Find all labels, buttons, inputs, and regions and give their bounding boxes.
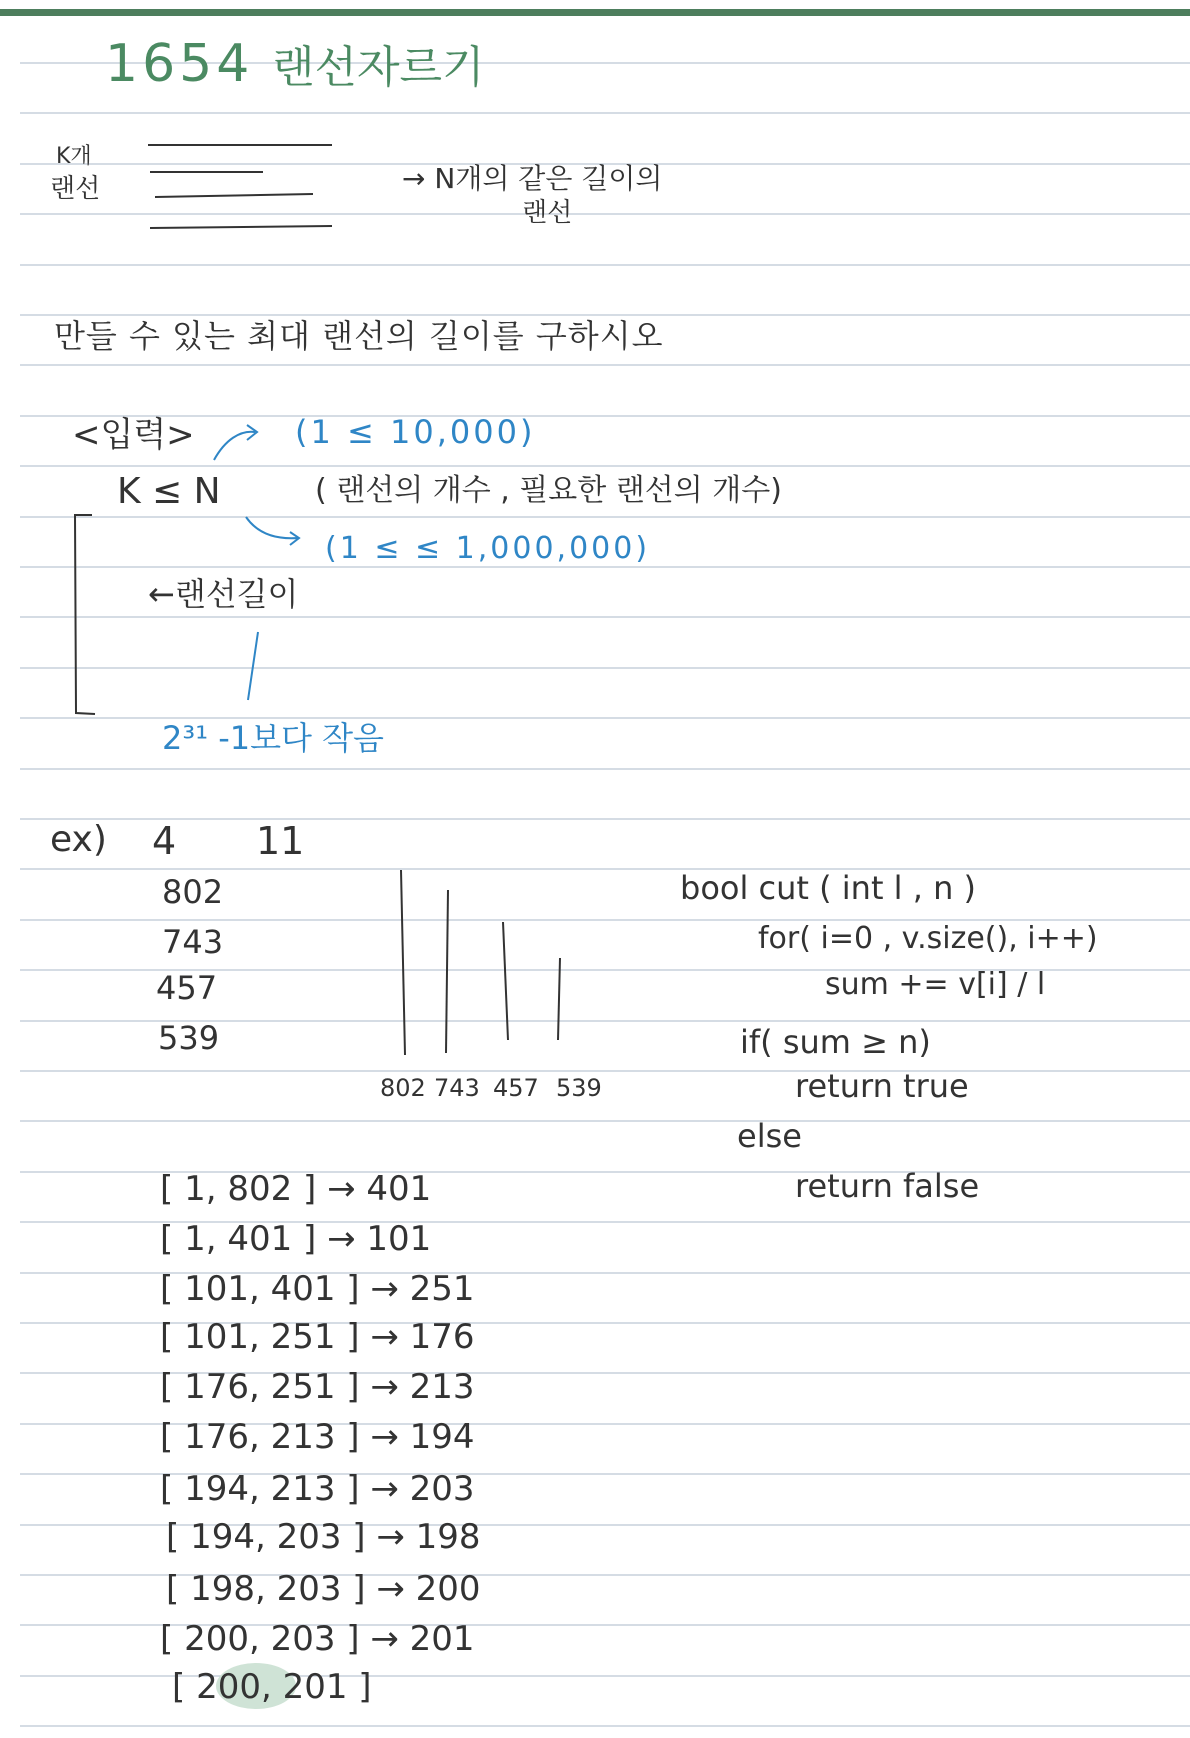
- example-value: 457: [156, 969, 218, 1007]
- code-line: return false: [795, 1167, 980, 1205]
- example-value: 539: [158, 1019, 220, 1057]
- search-step: [ 1, 401 ] → 101: [160, 1219, 432, 1259]
- code-line: for( i=0 , v.size(), i++): [758, 921, 1098, 956]
- search-step: [ 194, 213 ] → 203: [160, 1469, 475, 1509]
- input-bracket: [75, 515, 95, 714]
- cable-line: [150, 226, 332, 228]
- final-bracket-open: [: [172, 1667, 197, 1707]
- search-step: [ 101, 251 ] → 176: [160, 1317, 475, 1357]
- length-label: ←랜선길이: [148, 575, 299, 613]
- arrow-text-1: → N개의 같은 길이의: [402, 162, 663, 195]
- example-value: 743: [162, 923, 224, 961]
- bar-743: [446, 890, 448, 1053]
- arrow-text-2: 랜선: [522, 198, 573, 228]
- k-le-n: K ≤ N: [117, 471, 221, 512]
- input-header: <입력>: [72, 415, 195, 455]
- blue-vertical: [248, 632, 258, 700]
- code-line: else: [737, 1117, 802, 1155]
- example-label: ex): [50, 819, 107, 860]
- search-step: [ 194, 203 ] → 198: [166, 1517, 481, 1557]
- code-line: if( sum ≥ n): [740, 1023, 931, 1061]
- k-label-2: 랜선: [50, 174, 101, 204]
- search-step: [ 1, 802 ] → 401: [160, 1169, 432, 1209]
- search-step: [ 101, 401 ] → 251: [160, 1269, 475, 1309]
- question: 만들 수 있는 최대 랜선의 길이를 구하시오: [54, 317, 664, 355]
- bar-802: [401, 870, 405, 1055]
- example-n: 11: [256, 819, 305, 863]
- search-step: [ 176, 251 ] → 213: [160, 1367, 475, 1407]
- bar-label: 539: [556, 1074, 602, 1102]
- bar-label: 802: [380, 1074, 426, 1102]
- k-n-description: ( 랜선의 개수 , 필요한 랜선의 개수): [315, 473, 782, 508]
- example-value: 802: [162, 873, 224, 911]
- bar-label: 743: [434, 1074, 480, 1102]
- bar-457: [503, 922, 508, 1040]
- final-rest: , 201 ]: [260, 1667, 372, 1707]
- problem-number: 1654: [105, 34, 254, 94]
- range-n: (1 ≤ ≤ 1,000,000): [325, 531, 651, 566]
- bar-539: [558, 958, 560, 1040]
- search-step: [ 200, 203 ] → 201: [160, 1619, 475, 1659]
- bar-label: 457: [493, 1074, 539, 1102]
- k-label-1: K개: [56, 144, 92, 169]
- example-k: 4: [152, 819, 177, 863]
- range-k: (1 ≤ 10,000): [295, 413, 536, 451]
- search-step: [ 176, 213 ] → 194: [160, 1417, 475, 1457]
- code-line: return true: [795, 1067, 969, 1105]
- code-line: sum += v[i] / l: [825, 967, 1046, 1002]
- code-line: bool cut ( int l , n ): [680, 869, 977, 907]
- cable-line: [155, 194, 313, 197]
- search-step: [ 198, 203 ] → 200: [166, 1569, 481, 1609]
- blue-arrow-n: [246, 517, 298, 538]
- length-limit: 2³¹ -1보다 작음: [162, 719, 384, 757]
- search-final: [172, 1667, 372, 1707]
- problem-title: 랜선자르기: [272, 42, 485, 93]
- blue-arrow-k: [214, 432, 255, 460]
- final-answer: 200: [196, 1667, 261, 1707]
